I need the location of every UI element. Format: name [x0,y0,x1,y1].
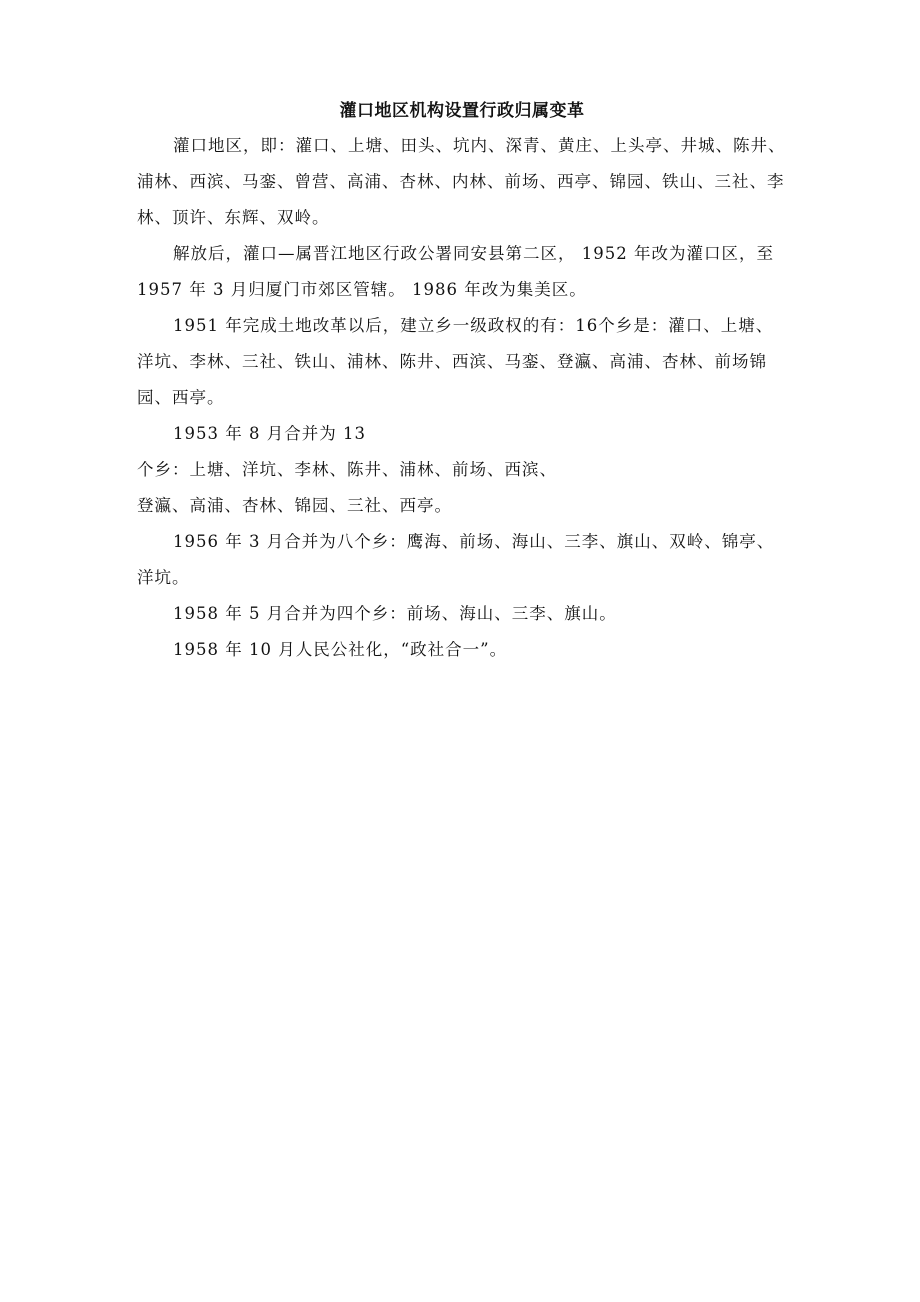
document-body [137,96,787,668]
paragraph-region-list: 灌口地区，即：灌口、上塘、田头、坑内、深青、黄庄、上头亭、井城、陈井、浦林、西滨、马銮、曾营、高浦、杏林、内林、前场、西亭、锦园、铁山、三社、李林、顶许、东辉、双岭。 [137,136,786,227]
paragraph-1953-line-1: 1953 年 8 月合并为 13 [173,424,366,443]
paragraph-1958-commune: 1958 年 10 月人民公社化，“政社合一”。 [173,640,508,659]
paragraph-1951-reform: 1951 年完成土地改革以后，建立乡一级政权的有：16个乡是：灌口、上塘、洋坑、李林、三社、铁山、浦林、陈井、西滨、马銮、登瀛、高浦、杏林、前场锦园、西亭。 [137,316,774,407]
paragraph-post-liberation: 解放后，灌口—属晋江地区行政公署同安县第二区， 1952 年改为灌口区，至 1957 年 3 月归厦门市郊区管辖。 1986 年改为集美区。 [137,244,774,299]
paragraph-1953-merge [137,416,787,524]
paragraph-1956-merge: 1956 年 3 月合并为八个乡：鹰海、前场、海山、三李、旗山、双岭、锦亭、洋坑。 [137,532,775,587]
paragraph-1953-line-3: 登瀛、高浦、杏林、锦园、三社、西亭。 [137,496,452,515]
paragraph-1958-merge: 1958 年 5 月合并为四个乡：前场、海山、三李、旗山。 [173,604,617,623]
paragraph-1953-line-2: 个乡：上塘、洋坑、李林、陈井、浦林、前场、西滨、 [137,460,557,479]
document-title: 灌口地区机构设置行政归属变革 [339,101,585,121]
